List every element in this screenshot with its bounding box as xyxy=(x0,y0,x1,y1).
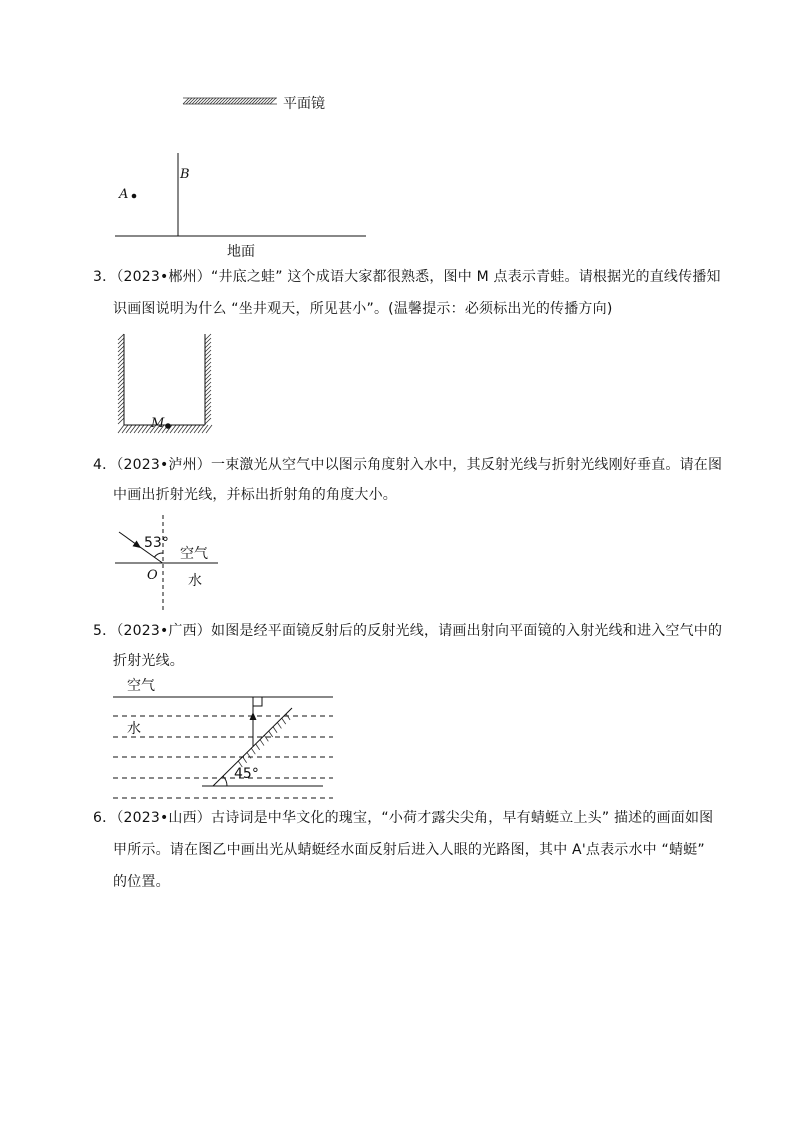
mirror-hatching xyxy=(238,714,290,767)
medium-bottom-label: 水 xyxy=(188,573,202,589)
hatch-mark xyxy=(261,98,267,104)
hatch-mark xyxy=(204,98,210,104)
question-source: （2023•郴州） xyxy=(116,269,211,285)
hatch-mark xyxy=(222,98,228,104)
question-text: 一束激光从空气中以图示角度射入水中，其反射光线与折射光线刚好垂直。请在图 xyxy=(211,457,723,473)
hatch-mark xyxy=(228,98,234,104)
hatch-mark xyxy=(189,98,195,104)
point-o-label: O xyxy=(147,568,158,583)
question-text: 古诗词是中华文化的瑰宝，“小荷才露尖尖角，早有蜻蜓立上头” 描述的画面如图 xyxy=(211,810,714,826)
hatch-mark xyxy=(207,98,213,104)
question-number: 6． xyxy=(93,810,117,826)
hatch-mark xyxy=(249,98,255,104)
point-a-dot xyxy=(132,194,137,199)
hatch-mark xyxy=(258,98,264,104)
hatch-mark xyxy=(183,98,189,104)
question-6-line-3: 的位置。 xyxy=(113,874,170,890)
question-6-line-1 xyxy=(93,809,713,827)
hatch-mark xyxy=(247,752,251,758)
question-3-line-2: 识画图说明为什么 “坐井观天，所见甚小”。(温馨提示：必须标出光的传播方向) xyxy=(113,301,613,317)
hatch-mark xyxy=(201,98,207,104)
hatch-mark xyxy=(195,98,201,104)
medium-bottom-label: 水 xyxy=(127,721,141,737)
question-text: “井底之蛙” 这个成语大家都很熟悉，图中 M 点表示青蛙。请根据光的直线传播知 xyxy=(211,269,721,285)
figure-well xyxy=(118,334,212,433)
hatch-mark xyxy=(269,731,273,737)
hatch-mark xyxy=(234,98,240,104)
hatch-mark xyxy=(277,722,281,728)
figure-mirror-in-water xyxy=(113,677,333,798)
well-wall-hatching xyxy=(118,334,212,433)
mirror-angle-label: 45° xyxy=(234,766,259,782)
question-5-line-1 xyxy=(93,622,722,640)
hatch-mark xyxy=(216,98,222,104)
question-number: 3． xyxy=(93,269,117,285)
figure-laser-refraction xyxy=(115,515,218,610)
ground-label: 地面 xyxy=(227,244,255,260)
hatch-mark xyxy=(256,744,260,750)
hatch-mark xyxy=(286,714,290,720)
hatch-mark xyxy=(264,735,268,741)
hatch-mark xyxy=(251,748,255,754)
incident-angle-arc xyxy=(154,553,163,557)
point-m-label: M xyxy=(151,416,165,431)
hatch-mark xyxy=(225,98,231,104)
plane-mirror xyxy=(183,98,277,104)
hatch-mark xyxy=(255,98,261,104)
question-number: 4． xyxy=(93,457,117,473)
incident-angle-label: 53° xyxy=(144,535,169,551)
hatch-mark xyxy=(252,98,258,104)
hatch-mark xyxy=(282,718,286,724)
hatch-mark xyxy=(243,757,247,763)
hatch-mark xyxy=(231,98,237,104)
question-4-line-2: 中画出折射光线，并标出折射角的角度大小。 xyxy=(113,487,397,503)
hatch-mark xyxy=(270,98,276,104)
hatch-mark xyxy=(237,98,243,104)
hatch-mark xyxy=(219,98,225,104)
hatch-mark xyxy=(240,98,246,104)
question-4-line-1 xyxy=(93,456,722,474)
mirror-label: 平面镜 xyxy=(283,96,325,112)
hatch-mark xyxy=(267,98,273,104)
medium-top-label: 空气 xyxy=(180,546,208,562)
question-source: （2023•山西） xyxy=(116,810,211,826)
point-m-dot xyxy=(165,423,171,429)
hatch-mark xyxy=(264,98,270,104)
hatch-mark xyxy=(273,727,277,733)
question-source: （2023•泸州） xyxy=(116,457,211,473)
hatch-mark xyxy=(192,98,198,104)
question-source: （2023•广西） xyxy=(116,623,211,639)
figure-mirror-ground xyxy=(115,95,366,260)
question-3-line-1 xyxy=(93,268,721,286)
question-number: 5． xyxy=(93,623,117,639)
hatch-mark xyxy=(260,740,264,746)
incident-ray-arrow-icon xyxy=(133,541,142,549)
hatch-mark xyxy=(186,98,192,104)
right-angle-mark xyxy=(253,697,262,706)
medium-top-label: 空气 xyxy=(127,678,155,694)
question-text: 如图是经平面镜反射后的反射光线，请画出射向平面镜的入射光线和进入空气中的 xyxy=(211,623,723,639)
point-a-label: A xyxy=(119,187,129,202)
hatch-mark xyxy=(243,98,249,104)
point-b-label: B xyxy=(180,167,190,182)
hatch-mark xyxy=(210,98,216,104)
question-6-line-2: 甲所示。请在图乙中画出光从蜻蜓经水面反射后进入人眼的光路图，其中 A'点表示水中 “蜻蜓” xyxy=(113,842,705,858)
question-5-line-2: 折射光线。 xyxy=(113,653,184,669)
hatch-mark xyxy=(213,98,219,104)
hatch-mark xyxy=(198,98,204,104)
hatch-mark xyxy=(246,98,252,104)
